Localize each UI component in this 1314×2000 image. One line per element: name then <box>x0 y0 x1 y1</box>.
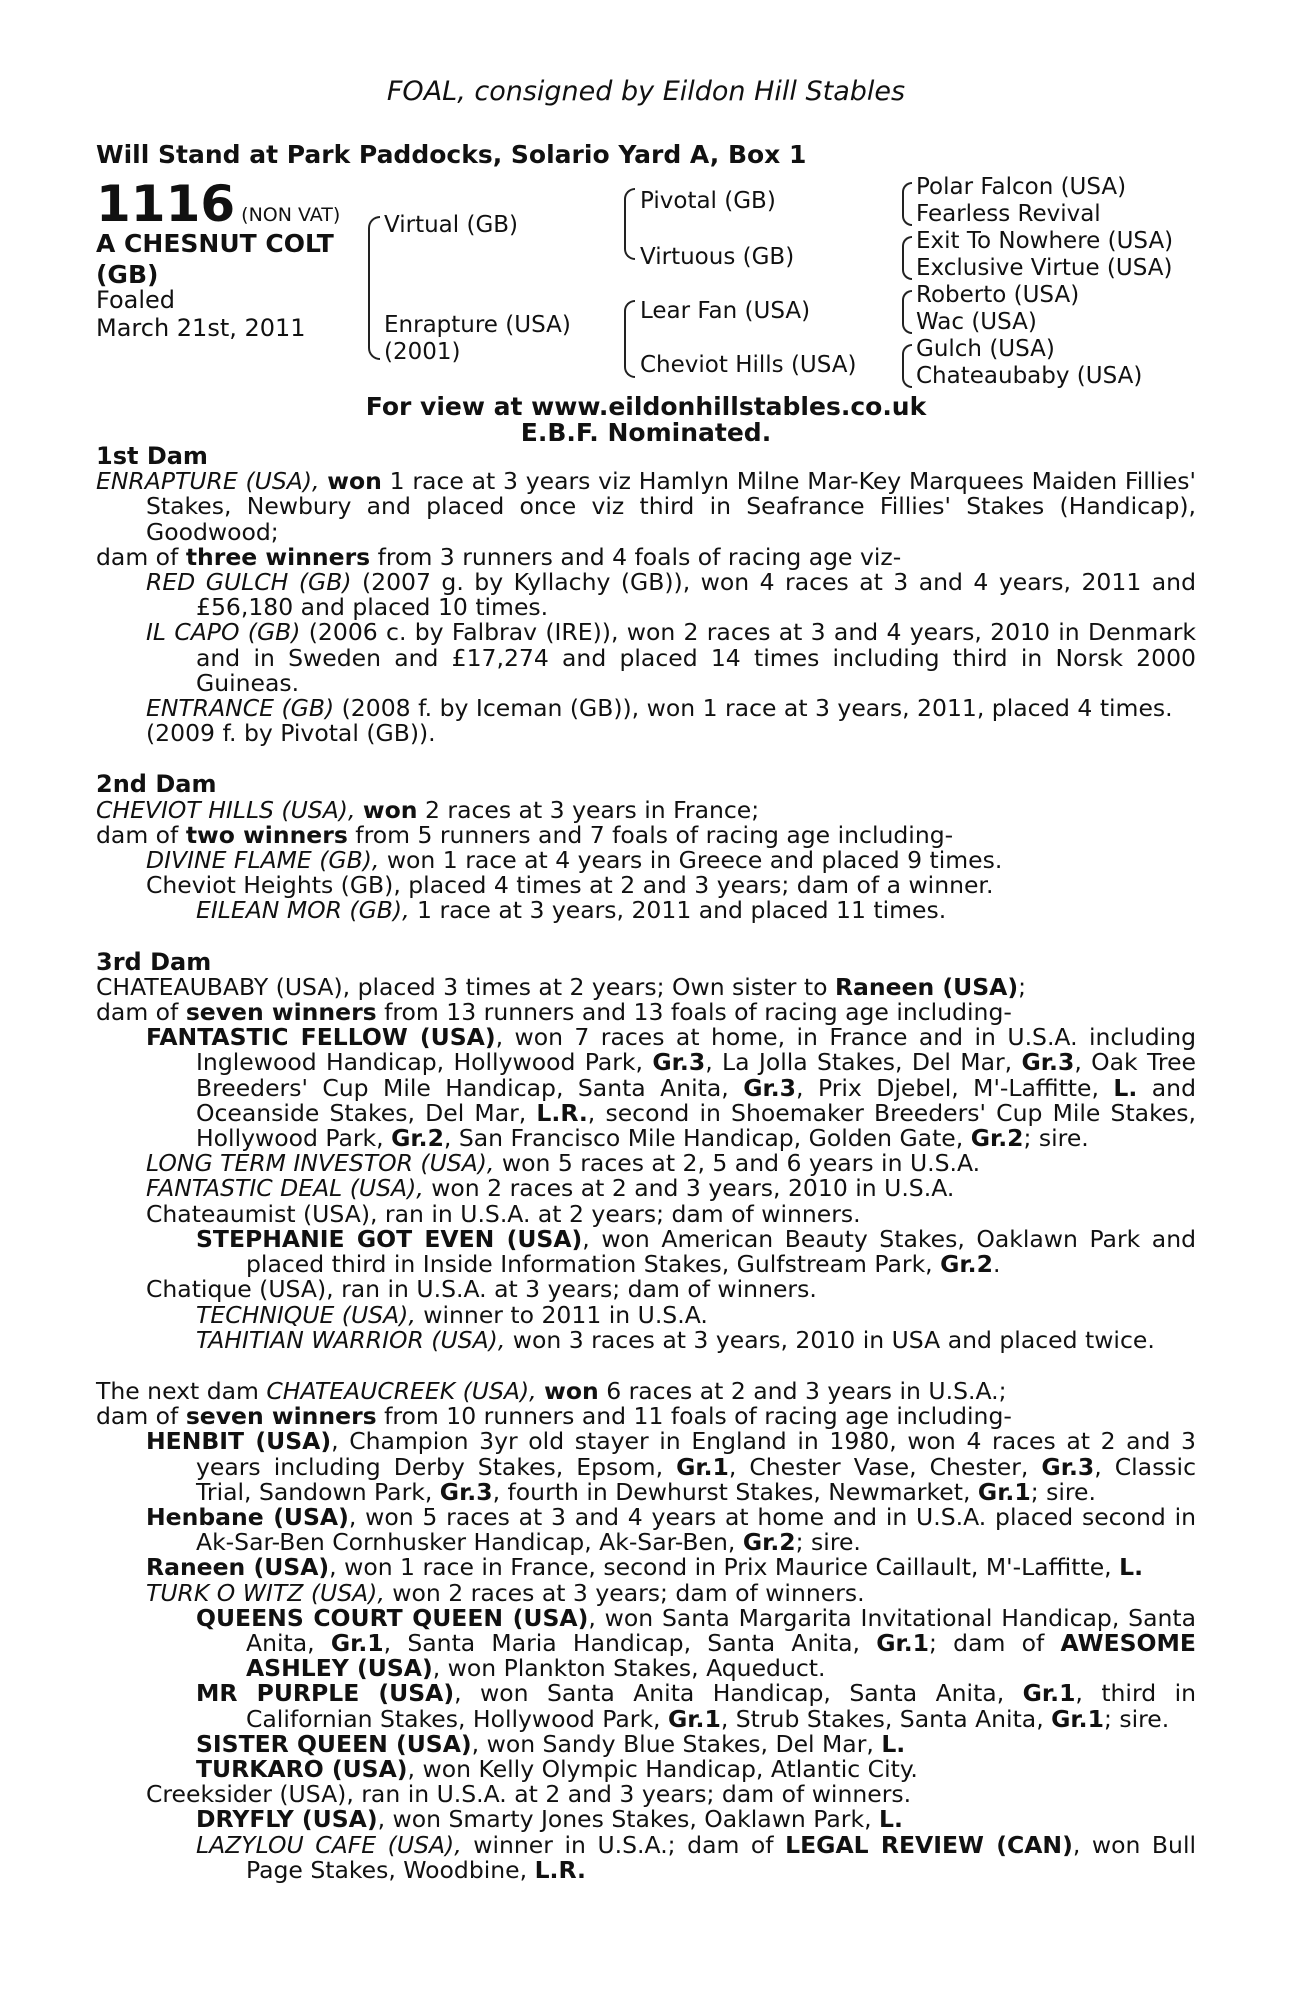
pedigree-dam-sire: Lear Fan (USA) <box>640 298 811 324</box>
produce-fantastic-deal: FANTASTIC DEAL (USA), won 2 races at 2 and 3 years, 2010 in U.S.A. <box>146 1174 955 1203</box>
produce-sister-queen: SISTER QUEEN (USA), won Sandy Blue Stakes, Del Mar, L. <box>196 1729 906 1758</box>
pedigree-dds: Gulch (USA) <box>916 336 1055 362</box>
produce-dryfly: DRYFLY (USA), won Smarty Jones Stakes, Oaklawn Park, L. <box>196 1805 903 1834</box>
ebf-nominated: E.B.F. Nominated. <box>520 418 772 447</box>
produce-tahitian-warrior: TAHITIAN WARRIOR (USA), won 3 races at 3 years, 2010 in USA and placed twice. <box>196 1325 1155 1354</box>
foaled-label: Foaled <box>96 286 176 314</box>
third-dam-heading: 3rd Dam <box>96 947 212 976</box>
foaled-info <box>96 286 306 342</box>
produce-fantastic-fellow: FANTASTIC FELLOW (USA), won 7 races at home, in France and in U.S.A. including Inglewood Handicap, Hollywood Park, Gr.3, La Jolla Stakes, Del Mar, Gr.3, Oak Tree Breeders' Cup Mile Handicap, Santa Anita, Gr.3, Prix Djebel, M'-Laffitte, L. and Oceanside Stakes, Del Mar, L.R., second in Shoemaker Breeders' Cup Mile Stakes, Hollywood Park, Gr.2, San Francisco Mile Handicap, Golden Gate, Gr.2; sire. <box>146 1023 1197 1153</box>
lot-description-line1: A CHESNUT COLT <box>96 229 334 258</box>
pedigree-dam-dam: Cheviot Hills (USA) <box>640 352 857 378</box>
produce-raneen: Raneen (USA), won 1 race in France, second in Prix Maurice Caillault, M'-Laffitte, L. <box>146 1553 1144 1582</box>
pedigree-brace-sd <box>902 236 912 280</box>
pedigree-brace-sire <box>624 188 635 260</box>
pedigree-brace-dd <box>902 344 912 388</box>
pedigree-brace-ds <box>902 290 912 334</box>
produce-divine-flame: DIVINE FLAME (GB), won 1 race at 4 years in Greece and placed 9 times. <box>146 846 1003 875</box>
view-url: For view at www.eildonhillstables.co.uk <box>365 392 927 421</box>
second-dam-produce: dam of two winners from 5 runners and 7 foals of racing age including- <box>96 820 954 849</box>
pedigree-dam: Enrapture (USA) <box>384 312 571 338</box>
first-dam-produce: dam of three winners from 3 runners and 4 foals of racing age viz- <box>96 542 902 571</box>
pedigree-sire: Virtual (GB) <box>384 212 519 238</box>
catalogue-page <box>96 0 1196 2000</box>
pedigree-sss: Polar Falcon (USA) <box>916 174 1127 200</box>
catalogue-body <box>96 444 1196 1883</box>
produce-2009-filly: (2009 f. by Pivotal (GB)). <box>146 719 436 748</box>
produce-chatique: Chatique (USA), ran in U.S.A. at 3 years; dam of winners. <box>146 1275 817 1304</box>
produce-cheviot-heights: Cheviot Heights (GB), placed 4 times at 2 and 3 years; dam of a winner. <box>146 871 994 900</box>
third-dam-produce: dam of seven winners from 13 runners and 13 foals of racing age including- <box>96 998 1012 1027</box>
first-dam-record: ENRAPTURE (USA), won 1 race at 3 years viz Hamlyn Milne Mar-Key Marquees Maiden Fillies' Stakes, Newbury and placed once viz third in Seafrance Fillies' Stakes (Handicap), Goodwood; <box>96 467 1196 546</box>
produce-entrance: ENTRANCE (GB) (2008 f. by Iceman (GB)), won 1 race at 3 years, 2011, placed 4 times. <box>146 694 1173 723</box>
first-dam-heading: 1st Dam <box>96 442 208 470</box>
produce-queens-court-queen: QUEENS COURT QUEEN (USA), won Santa Margarita Invitational Handicap, Santa Anita, Gr.1, Santa Maria Handicap, Santa Anita, Gr.1; dam of AWESOME ASHLEY (USA), won Plankton Stakes, Aqueduct. <box>196 1603 1196 1683</box>
produce-mr-purple: MR PURPLE (USA), won Santa Anita Handicap, Santa Anita, Gr.1, third in Californian Stakes, Hollywood Park, Gr.1, Strub Stakes, Santa Anita, Gr.1; sire. <box>196 1679 1196 1733</box>
pedigree-ssd: Fearless Revival <box>916 201 1101 227</box>
lot-description <box>96 228 366 290</box>
pedigree-brace-dam <box>624 300 635 378</box>
produce-creeksider: Creeksider (USA), ran in U.S.A. at 2 and 3 years; dam of winners. <box>146 1780 912 1809</box>
produce-turk-o-witz: TURK O WITZ (USA), won 2 races at 3 years; dam of winners. <box>146 1578 865 1607</box>
produce-eilean-mor: EILEAN MOR (GB), 1 race at 3 years, 2011 and placed 11 times. <box>196 896 947 925</box>
pedigree-dsd: Wac (USA) <box>916 309 1037 335</box>
pedigree-sdd: Exclusive Virtue (USA) <box>916 255 1173 281</box>
produce-red-gulch: RED GULCH (GB) (2007 g. by Kyllachy (GB)), won 4 races at 3 and 4 years, 2011 and £56,180 and placed 10 times. <box>146 568 1196 622</box>
pedigree-sire-sire: Pivotal (GB) <box>640 188 776 214</box>
consignor-line: FOAL, consigned by Eildon Hill Stables <box>386 76 906 107</box>
next-dam-record: The next dam CHATEAUCREEK (USA), won 6 races at 2 and 3 years in U.S.A.; <box>96 1376 1007 1405</box>
lot-header <box>96 175 341 233</box>
produce-turkaro: TURKARO (USA), won Kelly Olympic Handicap, Atlantic City. <box>196 1754 918 1783</box>
third-dam-record: CHATEAUBABY (USA), placed 3 times at 2 years; Own sister to Raneen (USA); <box>96 972 1027 1001</box>
stand-location: Will Stand at Park Paddocks, Solario Yard A, Box 1 <box>96 140 807 169</box>
produce-chateaumist: Chateaumist (USA), ran in U.S.A. at 2 years; dam of winners. <box>146 1199 861 1228</box>
second-dam-heading: 2nd Dam <box>96 770 217 799</box>
produce-henbit: HENBIT (USA), Champion 3yr old stayer in England in 1980, won 4 races at 2 and 3 years including Derby Stakes, Epsom, Gr.1, Chester Vase, Chester, Gr.3, Classic Trial, Sandown Park, Gr.3, fourth in Dewhurst Stakes, Newmarket, Gr.1; sire. <box>146 1427 1197 1506</box>
pedigree-brace-main <box>368 216 380 360</box>
produce-henbane: Henbane (USA), won 5 races at 3 and 4 years at home and in U.S.A. placed second in Ak-Sar-Ben Cornhusker Handicap, Ak-Sar-Ben, Gr.2; sire. <box>146 1502 1196 1557</box>
produce-long-term-investor: LONG TERM INVESTOR (USA), won 5 races at 2, 5 and 6 years in U.S.A. <box>146 1149 981 1178</box>
produce-stephanie-got-even: STEPHANIE GOT EVEN (USA), won American Beauty Stakes, Oaklawn Park and placed third in Inside Information Stakes, Gulfstream Park, Gr.2. <box>196 1224 1197 1279</box>
produce-il-capo: IL CAPO (GB) (2006 c. by Falbrav (IRE)), won 2 races at 3 and 4 years, 2010 in Denmark and in Sweden and £17,274 and placed 14 times including third in Norsk 2000 Guineas. <box>146 618 1196 697</box>
produce-lazylou-cafe: LAZYLOU CAFE (USA), winner in U.S.A.; dam of LEGAL REVIEW (CAN), won Bull Page Stakes, Woodbine, L.R. <box>196 1830 1196 1884</box>
next-dam-produce: dam of seven winners from 10 runners and 11 foals of racing age including- <box>96 1402 1012 1431</box>
pedigree-brace-ss <box>902 182 912 226</box>
vat-status: (NON VAT) <box>241 204 341 226</box>
pedigree-sds: Exit To Nowhere (USA) <box>916 228 1174 254</box>
lot-description-line2: (GB) <box>96 260 159 289</box>
pedigree-sire-dam: Virtuous (GB) <box>640 244 795 270</box>
second-dam-record: CHEVIOT HILLS (USA), won 2 races at 3 years in France; <box>96 795 760 824</box>
produce-technique: TECHNIQUE (USA), winner to 2011 in U.S.A. <box>196 1300 708 1329</box>
pedigree-ddd: Chateaubaby (USA) <box>916 363 1143 389</box>
pedigree-dss: Roberto (USA) <box>916 282 1080 308</box>
pedigree-dam-year: (2001) <box>384 339 461 365</box>
lot-number: 1116 <box>96 175 236 233</box>
foaled-date: March 21st, 2011 <box>96 314 306 342</box>
